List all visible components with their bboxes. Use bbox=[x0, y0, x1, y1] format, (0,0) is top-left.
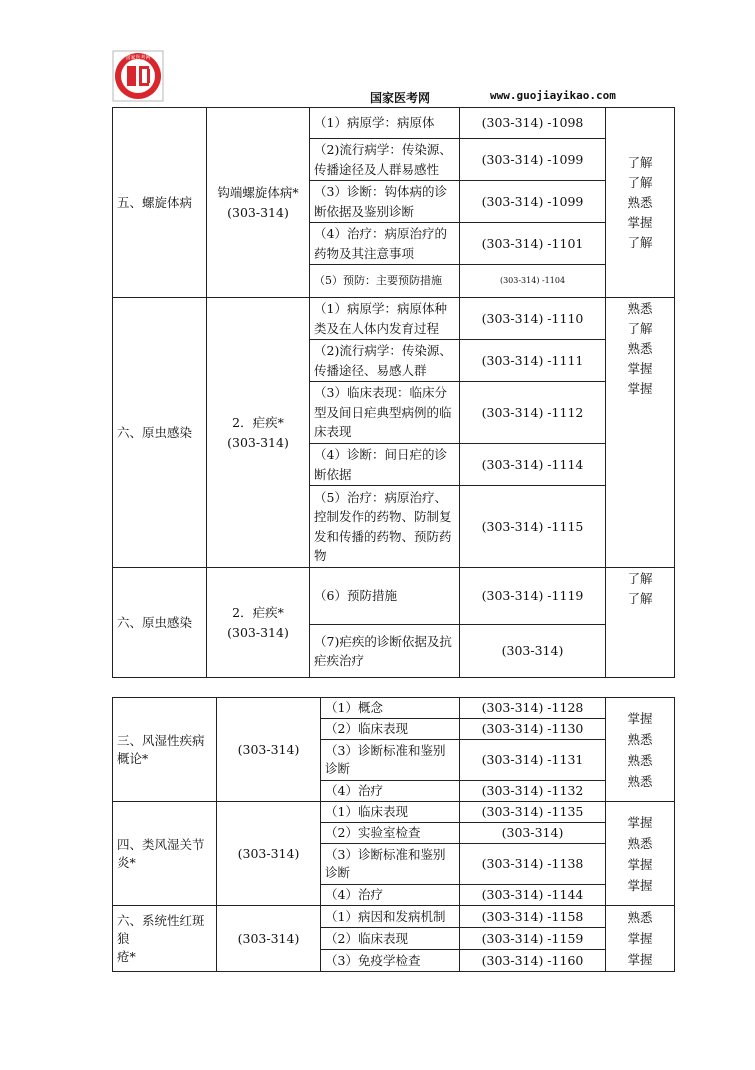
level-cell bbox=[606, 906, 675, 972]
code-cell: (303-314) bbox=[460, 823, 606, 844]
level-item: 了解 bbox=[627, 321, 653, 336]
point-cell: （1）病因和发病机制 bbox=[321, 906, 460, 928]
unit-cell bbox=[207, 568, 310, 678]
level-item: 熟悉 bbox=[627, 301, 653, 316]
level-item: 熟悉 bbox=[627, 835, 653, 851]
code-cell: (303-314) bbox=[460, 625, 606, 678]
point-cell: （2）实验室检查 bbox=[321, 823, 460, 844]
code-cell: (303-314) -1130 bbox=[460, 719, 606, 740]
table-row bbox=[113, 698, 675, 719]
level-item: 掌握 bbox=[627, 214, 653, 230]
site-url[interactable]: www.guojiayikao.com bbox=[490, 89, 616, 102]
code-cell: (303-314) -1160 bbox=[460, 950, 606, 972]
level-item: 掌握 bbox=[627, 856, 653, 872]
chapter-cell: 五、螺旋体病 bbox=[113, 108, 207, 298]
code-cell: (303-314) -1144 bbox=[460, 885, 606, 906]
level-item: 掌握 bbox=[627, 361, 653, 376]
code-cell: (303-314) -1138 bbox=[460, 844, 606, 885]
point-cell: （1）临床表现 bbox=[321, 802, 460, 823]
level-item: 了解 bbox=[627, 571, 653, 586]
code-cell: (303-314) -1114 bbox=[460, 444, 606, 486]
code-cell: (303-314) -1098 bbox=[460, 108, 606, 139]
level-item: 掌握 bbox=[627, 814, 653, 830]
unit-name: 2．疟疾* bbox=[232, 414, 284, 430]
point-cell: （6）预防措施 bbox=[310, 568, 460, 625]
level-item: 了解 bbox=[627, 154, 653, 170]
level-item: 掌握 bbox=[627, 710, 653, 726]
level-cell bbox=[606, 108, 675, 298]
code-cell: (303-314) -1159 bbox=[460, 928, 606, 950]
level-item: 了解 bbox=[627, 174, 653, 190]
code-cell: (303-314) -1131 bbox=[460, 740, 606, 781]
table-row bbox=[113, 802, 675, 823]
code-cell: (303-314) -1110 bbox=[460, 298, 606, 340]
level-cell bbox=[606, 298, 675, 568]
level-cell bbox=[606, 802, 675, 906]
unit-cell: (303-314) bbox=[217, 802, 321, 906]
point-cell: （3）诊断标准和鉴别诊断 bbox=[321, 844, 460, 885]
point-cell: （3）临床表现：临床分型及间日疟典型病例的临床表现 bbox=[310, 382, 460, 444]
unit-cell: (303-314) bbox=[217, 906, 321, 972]
unit-cell: (303-314) bbox=[217, 698, 321, 802]
syllabus-table-2 bbox=[112, 697, 675, 972]
level-cell bbox=[606, 568, 675, 678]
point-cell: （2）临床表现 bbox=[321, 928, 460, 950]
point-cell: （4）诊断：间日疟的诊断依据 bbox=[310, 444, 460, 486]
site-name: 国家医考网 bbox=[370, 91, 431, 105]
level-item: 了解 bbox=[627, 234, 653, 250]
code-cell: (303-314) -1128 bbox=[460, 698, 606, 719]
point-cell: （4）治疗 bbox=[321, 781, 460, 802]
level-item: 熟悉 bbox=[627, 731, 653, 747]
site-logo bbox=[112, 50, 164, 102]
chapter-cell: 三、风湿性疾病概论* bbox=[113, 698, 217, 802]
point-cell: （5）治疗：病原治疗、控制发作的药物、防制复发和传播的药物、预防药物 bbox=[310, 486, 460, 568]
table-row bbox=[113, 108, 675, 139]
chapter-cell: 六、原虫感染 bbox=[113, 568, 207, 678]
unit-name: 钩端螺旋体病* bbox=[217, 184, 299, 200]
unit-name: 2．疟疾* bbox=[232, 604, 284, 620]
level-cell bbox=[606, 698, 675, 802]
point-cell: （7)疟疾的诊断依据及抗疟疾治疗 bbox=[310, 625, 460, 678]
point-cell: （1）病原学：病原体种类及在人体内发育过程 bbox=[310, 298, 460, 340]
unit-code: (303-314) bbox=[227, 204, 289, 220]
table-row bbox=[113, 906, 675, 928]
point-cell: （3）诊断：钩体病的诊断依据及鉴别诊断 bbox=[310, 181, 460, 223]
logo-text: 国家医考网 bbox=[125, 55, 151, 61]
table-row bbox=[113, 298, 675, 340]
code-cell: (303-314) -1099 bbox=[460, 139, 606, 181]
point-cell: （4）治疗：病原治疗的药物及其注意事项 bbox=[310, 223, 460, 265]
level-item: 掌握 bbox=[627, 931, 653, 946]
point-cell: （3）免疫学检查 bbox=[321, 950, 460, 972]
chapter-cell: 四、类风湿关节炎* bbox=[113, 802, 217, 906]
level-item: 熟悉 bbox=[627, 341, 653, 356]
level-item: 掌握 bbox=[627, 952, 653, 967]
code-cell: (303-314) -1101 bbox=[460, 223, 606, 265]
point-cell: （1）病原学：病原体 bbox=[310, 108, 460, 139]
point-cell: （1）概念 bbox=[321, 698, 460, 719]
table-row bbox=[113, 568, 675, 625]
point-cell: （2）临床表现 bbox=[321, 719, 460, 740]
code-cell: (303-314) -1099 bbox=[460, 181, 606, 223]
point-cell: （2)流行病学：传染源、传播途径、易感人群 bbox=[310, 340, 460, 382]
chapter-cell: 六、原虫感染 bbox=[113, 298, 207, 568]
level-item: 熟悉 bbox=[627, 752, 653, 768]
unit-cell bbox=[207, 108, 310, 298]
code-cell: (303-314) -1115 bbox=[460, 486, 606, 568]
code-cell: (303-314) -1135 bbox=[460, 802, 606, 823]
unit-cell bbox=[207, 298, 310, 568]
level-item: 熟悉 bbox=[627, 194, 653, 210]
code-cell: (303-314) -1112 bbox=[460, 382, 606, 444]
point-cell: （4）治疗 bbox=[321, 885, 460, 906]
level-item: 了解 bbox=[627, 591, 653, 606]
code-cell: (303-314) -1104 bbox=[460, 265, 606, 298]
unit-code: (303-314) bbox=[227, 624, 289, 640]
level-item: 掌握 bbox=[627, 877, 653, 893]
point-cell: （3）诊断标准和鉴别诊断 bbox=[321, 740, 460, 781]
point-cell: （2)流行病学：传染源、传播途径及人群易感性 bbox=[310, 139, 460, 181]
unit-code: (303-314) bbox=[227, 434, 289, 450]
syllabus-table-1 bbox=[112, 107, 675, 678]
chapter-cell: 六、系统性红斑狼 疮* bbox=[113, 906, 217, 972]
level-item: 掌握 bbox=[627, 381, 653, 396]
code-cell: (303-314) -1119 bbox=[460, 568, 606, 625]
code-cell: (303-314) -1158 bbox=[460, 906, 606, 928]
point-cell: （5）预防：主要预防措施 bbox=[310, 265, 460, 298]
code-cell: (303-314) -1132 bbox=[460, 781, 606, 802]
code-cell: (303-314) -1111 bbox=[460, 340, 606, 382]
level-item: 熟悉 bbox=[627, 910, 653, 925]
level-item: 熟悉 bbox=[627, 773, 653, 789]
